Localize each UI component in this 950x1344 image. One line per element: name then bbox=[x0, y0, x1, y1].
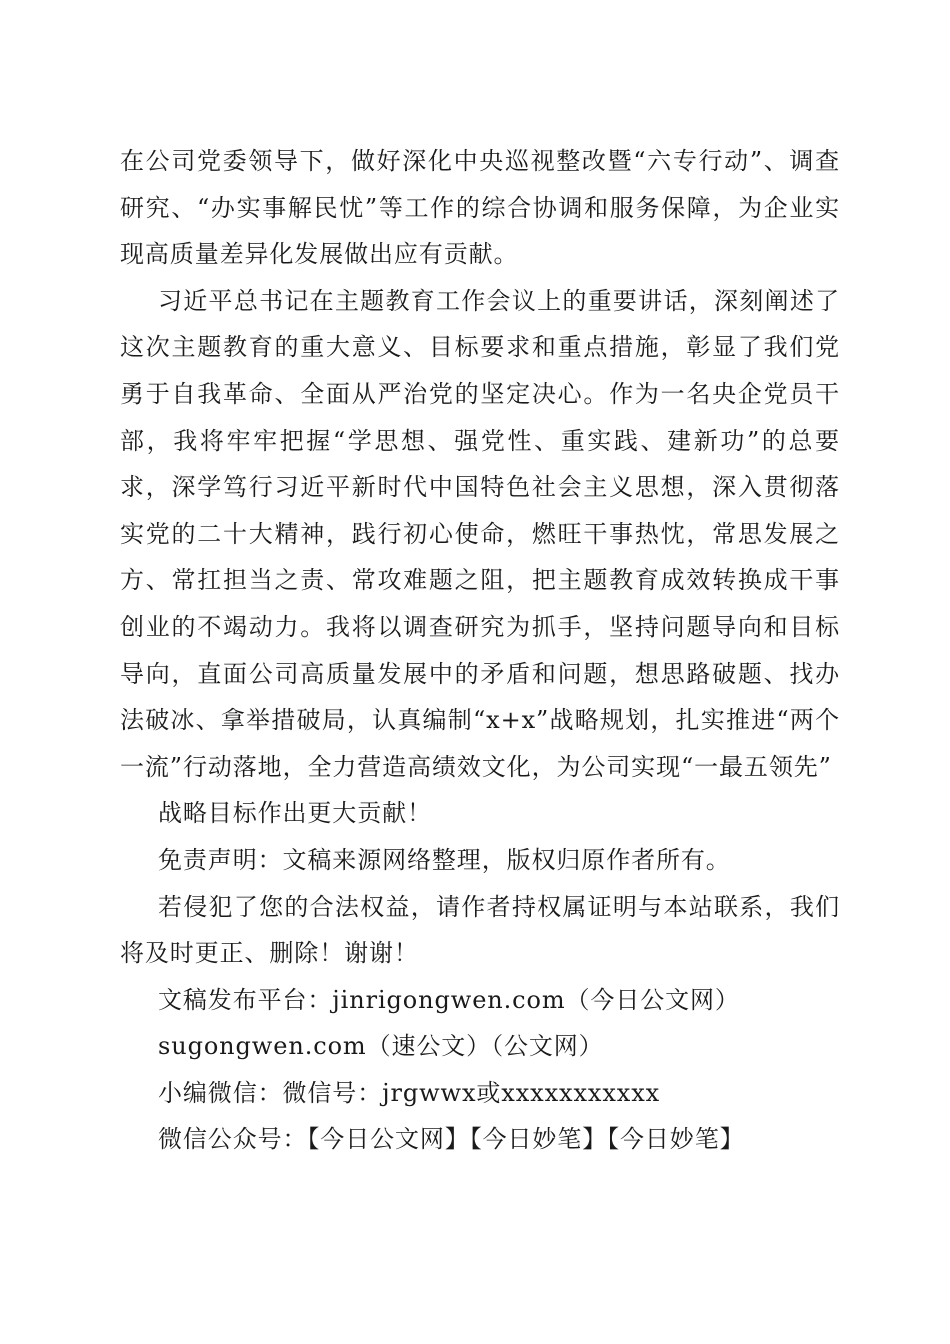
paragraph-theme-education: 习近平总书记在主题教育工作会议上的重要讲话，深刻阐述了这次主题教育的重大意义、目标要求和重点措施，彰显了我们党勇于自我革命、全面从严治党的坚定决心。作为一名央企党员干部，我将牢牢把握“学思想、强党性、重实践、建新功”的总要求，深学笃行习近平新时代中国特色社会主义思想，深入贯彻落实党的二十大精神，践行初心使命，燃旺干事热忱，常思发展之方、常扛担当之责、常攻难题之阻，把主题教育成效转换成干事创业的不竭动力。我将以调查研究为抓手，坚持问题导向和目标导向，直面公司高质量发展中的矛盾和问题，想思路破题、找办法破冰、拿举措破局，认真编制“x+x”战略规划，扎实推进“两个一流”行动落地，全力营造高绩效文化，为公司实现“一最五领先” bbox=[120, 286, 840, 781]
paragraph-disclaimer: 免责声明：文稿来源网络整理，版权归原作者所有。 bbox=[158, 845, 731, 874]
document-body bbox=[120, 138, 840, 1163]
paragraph-publish-platform: 文稿发布平台：jinrigongwen.com（今日公文网） bbox=[158, 985, 740, 1014]
paragraph-strategic-goal: 战略目标作出更大贡献！ bbox=[158, 799, 432, 828]
paragraph-wechat-official: 微信公众号：【今日公文网】【今日妙笔】【今日妙笔】 bbox=[158, 1125, 745, 1154]
paragraph-contact-notice: 若侵犯了您的合法权益，请作者持权属证明与本站联系，我们将及时更正、删除！谢谢！ bbox=[120, 892, 840, 968]
paragraph-platform-secondary: sugongwen.com（速公文）（公文网） bbox=[158, 1032, 604, 1061]
paragraph-editor-wechat: 小编微信：微信号：jrgwwx或xxxxxxxxxxx bbox=[158, 1078, 661, 1107]
paragraph-work-summary: 在公司党委领导下，做好深化中央巡视整改暨“六专行动”、调查研究、“办实事解民忧”等工作的综合协调和服务保障，为企业实现高质量差异化发展做出应有贡献。 bbox=[120, 147, 840, 269]
